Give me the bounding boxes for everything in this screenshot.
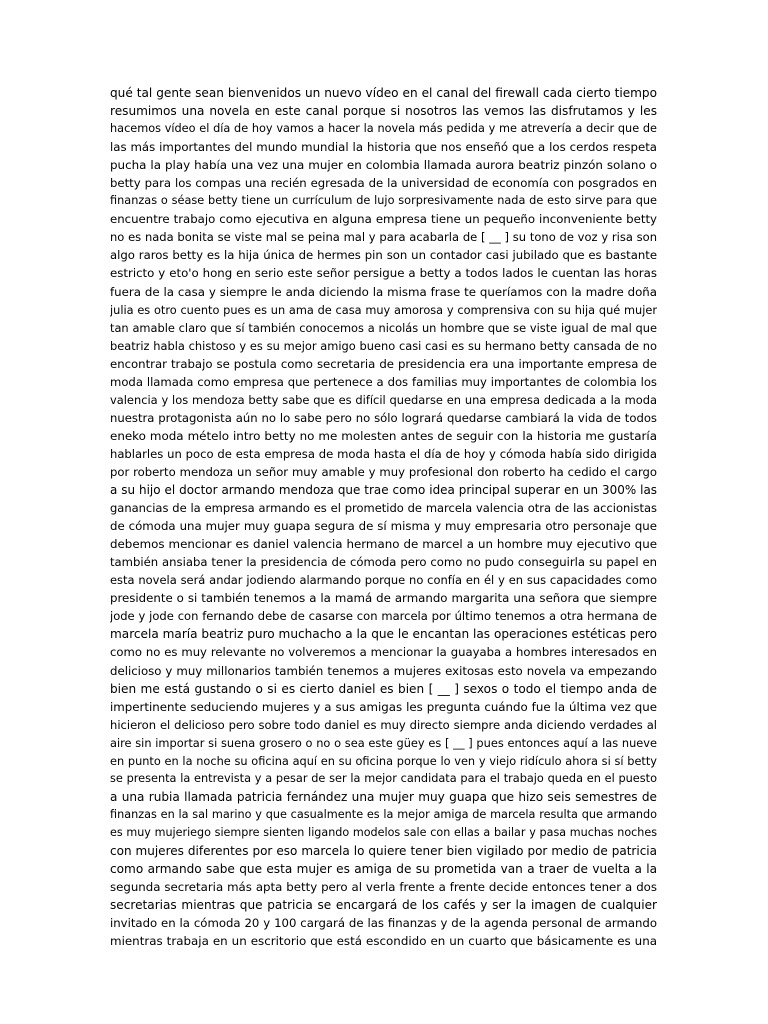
text-line: esta novela será andar jodiendo alarmando porque no confía en él y en sus capacidades como bbox=[110, 573, 657, 588]
text-line: valencia y los mendoza betty sabe que es difícil quedarse en una empresa dedicada a la moda bbox=[110, 392, 657, 407]
text-line: mientras trabaja en un escritorio que está escondido en un cuarto que básicamente es una bbox=[110, 934, 657, 949]
text-line: eneko moda mételo intro betty no me molesten antes de seguir con la historia me gustaría bbox=[110, 428, 657, 443]
text-line: como no es muy relevante no volveremos a mencionar la guayaba a hombres interesados en bbox=[110, 645, 657, 660]
text-line: encuentre trabajo como ejecutiva en alguna empresa tiene un pequeño inconveniente betty bbox=[110, 212, 657, 227]
text-line: aire sin importar si suena grosero o no o sea este güey es [ __ ] pues entonces aquí a las nueve bbox=[110, 735, 657, 750]
text-line: finanzas en la sal marino y que casualmente es la mejor amiga de marcela resulta que armando bbox=[110, 807, 657, 821]
text-line: bien me está gustando o si es cierto daniel es bien [ __ ] sexos o todo el tiempo anda de bbox=[110, 681, 657, 696]
text-line: betty para los compas una recién egresada de la universidad de economía con posgrados en bbox=[110, 176, 657, 191]
text-line: segunda secretaria más apta betty pero al verla frente a frente decide entonces tener a dos bbox=[110, 880, 657, 895]
text-line: de cómoda una mujer muy guapa segura de sí misma y muy empresaria otro personaje que bbox=[110, 519, 657, 534]
text-line: jode y jode con fernando debe de casarse con marcela por último tenemos a otra hermana de bbox=[110, 609, 657, 624]
text-line: las más importantes del mundo mundial la historia que nos enseñó que a los cerdos respeta bbox=[110, 140, 657, 155]
text-line: marcela maría beatriz puro muchacho a la que le encantan las operaciones estéticas pero bbox=[110, 627, 657, 642]
text-line: resumimos una novela en este canal porque si nosotros las vemos las disfrutamos y les bbox=[110, 104, 657, 119]
text-line: encontrar trabajo se postula como secretaria de presidencia era una importante empresa de bbox=[110, 356, 657, 371]
text-line: hicieron el delicioso pero sobre todo daniel es muy directo siempre anda diciendo verdades al bbox=[110, 717, 657, 732]
text-line: qué tal gente sean bienvenidos un nuevo vídeo en el canal del firewall cada cierto tiempo bbox=[110, 86, 657, 100]
text-line: nuestra protagonista aún no lo sabe pero no sólo logrará quedarse cambiará la vida de todos bbox=[110, 410, 657, 425]
text-line: impertinente seduciendo mujeres y a sus amigas les pregunta cuándo fue la última vez que bbox=[110, 699, 657, 714]
text-line: por roberto mendoza un señor muy amable y muy profesional don roberto ha cedido el cargo bbox=[110, 464, 657, 479]
transcript-text bbox=[110, 84, 657, 950]
text-line: presidente o si también tenemos a la mamá de armando margarita una señora que siempre bbox=[110, 591, 657, 606]
text-line: fuera de la casa y siempre le anda diciendo la misma frase te queríamos con la madre doña bbox=[110, 284, 657, 299]
text-line: delicioso y muy millonarios también tenemos a mujeres exitosas esto novela va empezando bbox=[110, 663, 657, 678]
text-line: algo raros betty es la hija única de hermes pin son un contador casi jubilado que es bastante bbox=[110, 248, 657, 263]
text-line: como armando sabe que esta mujer es amiga de su prometida van a traer de vuelta a la bbox=[110, 862, 657, 877]
text-line: a su hijo el doctor armando mendoza que trae como idea principal superar en un 300% las bbox=[110, 483, 657, 498]
text-line: julia es otro cuento pues es un ama de casa muy amorosa y comprensiva con su hija qué mujer bbox=[110, 302, 657, 317]
text-line: ganancias de la empresa armando es el prometido de marcela valencia otra de las accionistas bbox=[110, 501, 657, 516]
text-line: finanzas o séase betty tiene un currículum de lujo sorpresivamente nada de esto sirve para que bbox=[110, 194, 657, 208]
text-line: secretarias mientras que patricia se encargará de los cafés y ser la imagen de cualquier bbox=[110, 898, 657, 913]
text-line: en punto en la noche su oficina aquí en su oficina porque lo ven y viejo ridículo ahora si sí betty bbox=[110, 753, 657, 768]
text-line: pucha la play había una vez una mujer en colombia llamada aurora beatriz pinzón solano o bbox=[110, 158, 657, 173]
text-line: también ansiaba tener la presidencia de cómoda pero como no pudo conseguirla su papel en bbox=[110, 555, 657, 570]
text-line: con mujeres diferentes por eso marcela lo quiere tener bien vigilado por medio de patricia bbox=[110, 843, 657, 858]
text-line: debemos mencionar es daniel valencia hermano de marcel a un hombre muy ejecutivo que bbox=[110, 537, 657, 552]
text-line: se presenta la entrevista y a pesar de ser la mejor candidata para el trabajo queda en el puesto bbox=[110, 771, 657, 785]
text-line: es muy mujeriego siempre sienten ligando modelos sale con ellas a bailar y pasa muchas noches bbox=[110, 825, 657, 839]
text-line: tan amable claro que sí también conocemos a nicolás un hombre que se viste igual de mal que bbox=[110, 320, 657, 335]
text-line: a una rubia llamada patricia fernández una mujer muy guapa que hizo seis semestres de bbox=[110, 789, 657, 804]
text-line: hablarles un poco de esta empresa de moda hasta el día de hoy y cómoda había sido dirigida bbox=[110, 446, 657, 461]
text-line: hacemos vídeo el día de hoy vamos a hacer la novela más pedida y me atrevería a decir que de bbox=[110, 122, 657, 136]
text-line: no es nada bonita se viste mal se peina mal y para acabarla de [ __ ] su tono de voz y risa son bbox=[110, 230, 657, 245]
text-line: invitado en la cómoda 20 y 100 cargará de las finanzas y de la agenda personal de armando bbox=[110, 916, 657, 931]
text-line: beatriz habla chistoso y es su mejor amigo bueno casi casi es su hermano betty cansada de no bbox=[110, 338, 657, 353]
text-line: moda llamada como empresa que pertenece a dos familias muy importantes de colombia los bbox=[110, 374, 657, 389]
text-line: estricto y eto'o hong en serio este señor persigue a betty a todos lados le cuentan las horas bbox=[110, 266, 657, 281]
